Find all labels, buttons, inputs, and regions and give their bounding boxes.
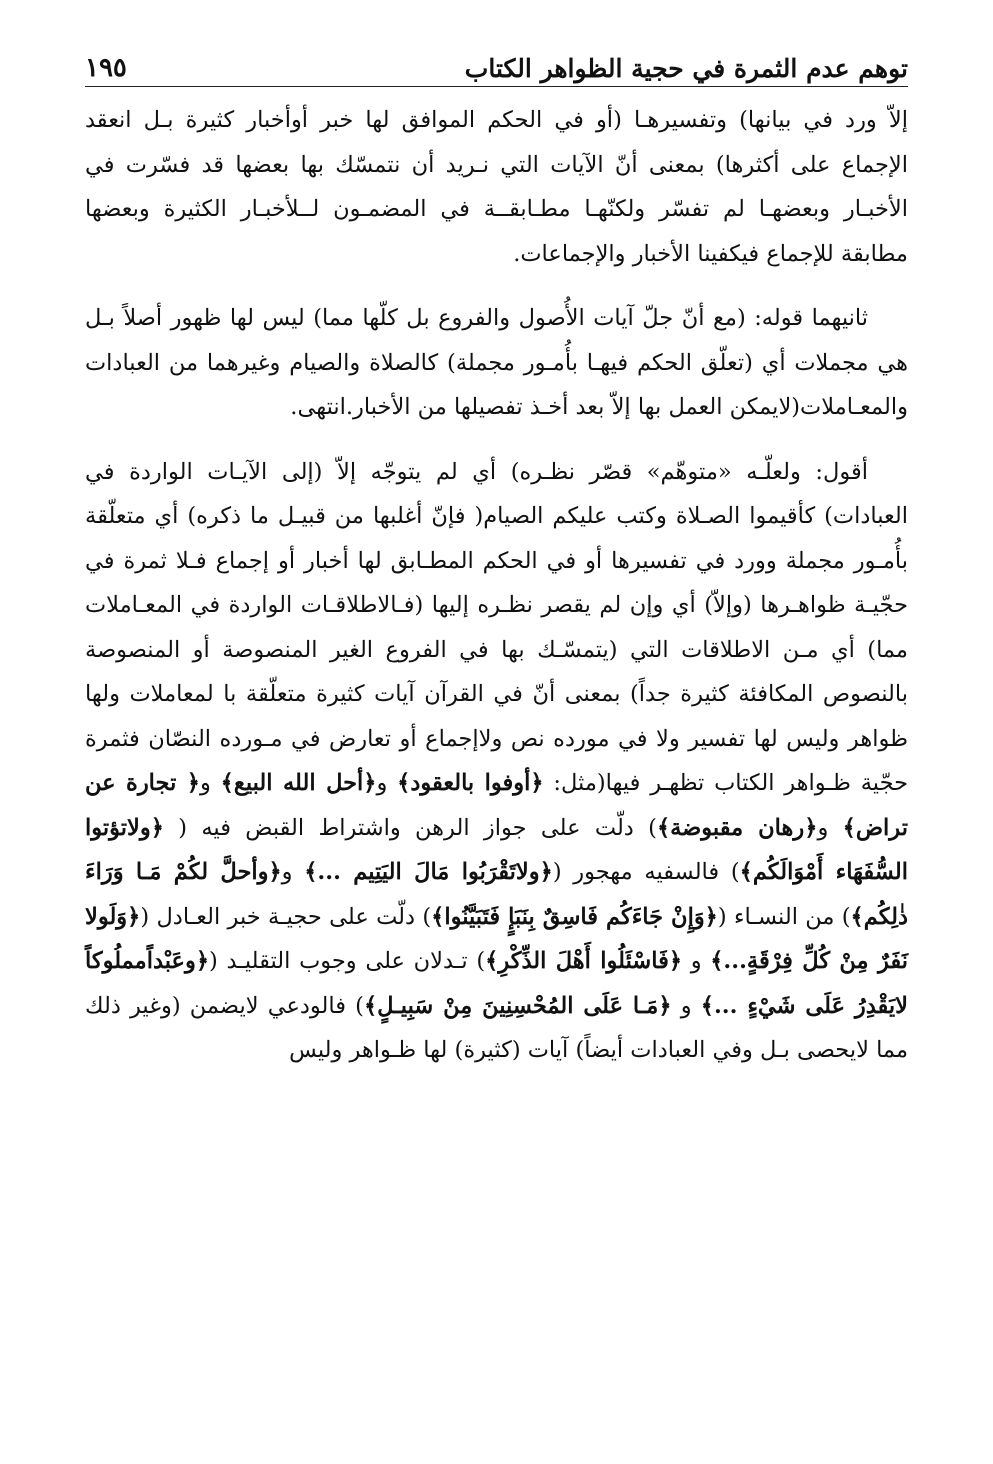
quran-verse: ﴿ تجارة عن تراض﴾ xyxy=(85,770,908,841)
text-segment: و xyxy=(281,859,305,885)
text-segment: إلاّ ورد في بيانها) وتفسيرهـا (أو في الحكم الموافق لها خبر أوأخبار كثيرة بـل انعقد الإجماع على أكثرها) بمعنى أنّ الآيات التي نـريد أن نتمسّك بها بعضها قد فسّرت في الأخبـار وبعضهـا لم تفسّر ولكنّهـا مطـابقــة في المضمـون لــلأخبـار الكثيرة وبعضها مطابقة للإجماع فيكفينا الأخبار والإجماعات. xyxy=(85,107,908,267)
quran-verse: ﴿ولاتؤتوا السُّفَهَاء أَمْوَالَكُم﴾ xyxy=(85,814,908,885)
paragraph-3 xyxy=(85,450,908,1073)
quran-verse: ﴿وَإِنْ جَاءَكُم فَاسِقٌ بِنَبَإٍ فَتَبَيَّنُوا﴾ xyxy=(431,903,718,930)
quran-verse: ﴿مَـا عَلَى المُحْسِنِينَ مِنْ سَبِيـلٍ﴾ xyxy=(363,992,672,1019)
quran-verse: ﴿وعَبْداًمملُوكاً لايَقْدِرُ عَلَى شَيْءٍ ...﴾ xyxy=(85,948,908,1019)
quran-verse: ﴿وَلَولا نَفَرٌ مِنْ كُلِّ فِرْقَةٍ...﴾ xyxy=(85,903,908,974)
paragraph-1 xyxy=(85,98,908,276)
text-segment: و xyxy=(682,948,711,974)
text-segment: و xyxy=(376,770,398,796)
quran-verse: ﴿وأحلَّ لكُمْ مَـا وَرَاءَ ذٰلِكُم﴾ xyxy=(85,859,908,930)
text-segment: ) فالودعي لايضمن (وغير ذلك مما لايحصى بـل وفي العبادات أيضاً) آيات (كثيرة) لها ظـواهر وليس xyxy=(85,992,908,1063)
text-segment: ) دلّت على جواز الرهن واشتراط القبض فيه ( xyxy=(163,814,657,841)
running-title: توهم عدم الثمرة في حجية الظواهر الكتاب xyxy=(464,54,908,83)
quran-verse: ﴿أوفوا بالعقود﴾ xyxy=(397,770,544,796)
text-segment: ثانيهما قوله: (مع أنّ جلّ آيات الأُصول والفروع بل كلّها مما) ليس لها ظهور أصلاً بـل هي مجملات أي (تعلّق الحكم فيهـا بأُمـور مجملة) كالصلاة والصيام وغيرهما من العبادات والمعـاملات(لايمكن العمل بها إلاّ بعد أخـذ تفصيلها من الأخبار.انتهى. xyxy=(85,305,908,420)
quran-verse: ﴿رهان مقبوضة﴾ xyxy=(656,814,818,841)
page-number: ١٩٥ xyxy=(85,52,127,83)
quran-verse: ﴿ولاتَقْرَبُوا مَالَ اليَتِيم ...﴾ xyxy=(304,859,553,885)
text-segment: و xyxy=(817,814,843,841)
body-text xyxy=(85,98,908,1073)
text-segment: ) تـدلان على وجوب التقليـد ( xyxy=(209,948,486,974)
header-divider xyxy=(85,86,908,87)
text-segment: ) فالسفيه مهجور ( xyxy=(552,859,740,885)
text-segment: و xyxy=(671,992,701,1019)
text-segment: و xyxy=(200,770,221,796)
text-segment: ) دلّت على حجيـة خبر العـادل ( xyxy=(140,903,432,930)
quran-verse: ﴿فَاسْئَلُوا أَهْلَ الذِّكْرِ﴾ xyxy=(485,948,683,974)
page-header xyxy=(85,34,908,84)
paragraph-2 xyxy=(85,296,908,430)
quran-verse: ﴿أحل الله البيع﴾ xyxy=(220,770,377,796)
text-segment: ) من النسـاء ( xyxy=(717,903,851,930)
text-segment: أقول: ولعلّـه «متوهّم» قصّر نظـره) أي لم يتوجّه إلاّ (إلى الآيـات الواردة في العبادات) كأقيموا الصـلاة وكتب عليكم الصيام( فإنّ أغلبها من قبيـل ما ذكره) أي متعلّقة بأُمـور مجملة وورد في تفسيرها أو في الحكم المطـابق لها أخبار أو إجماع فـلا ثمرة في حجّيـة ظواهـرها (وإلاّ) أي وإن لم يقصر نظـره إليها (فـالاطلاقـات الواردة في المعـاملات مما) أي مـن الاطلاقات التي (يتمسّـك بها في الفروع الغير المنصوصة أو المنصوصة بالنصوص المكافئة كثيرة جداً) بمعنى أنّ في القرآن آيات كثيرة متعلّقة با لمعاملات ولها ظواهر وليس لها تفسير ولا في مورده نص ولاإجماع أو تعارض في مـورده النصّان فثمرة حجّية ظـواهر الكتاب تظهـر فيها(مثل: xyxy=(85,458,908,796)
